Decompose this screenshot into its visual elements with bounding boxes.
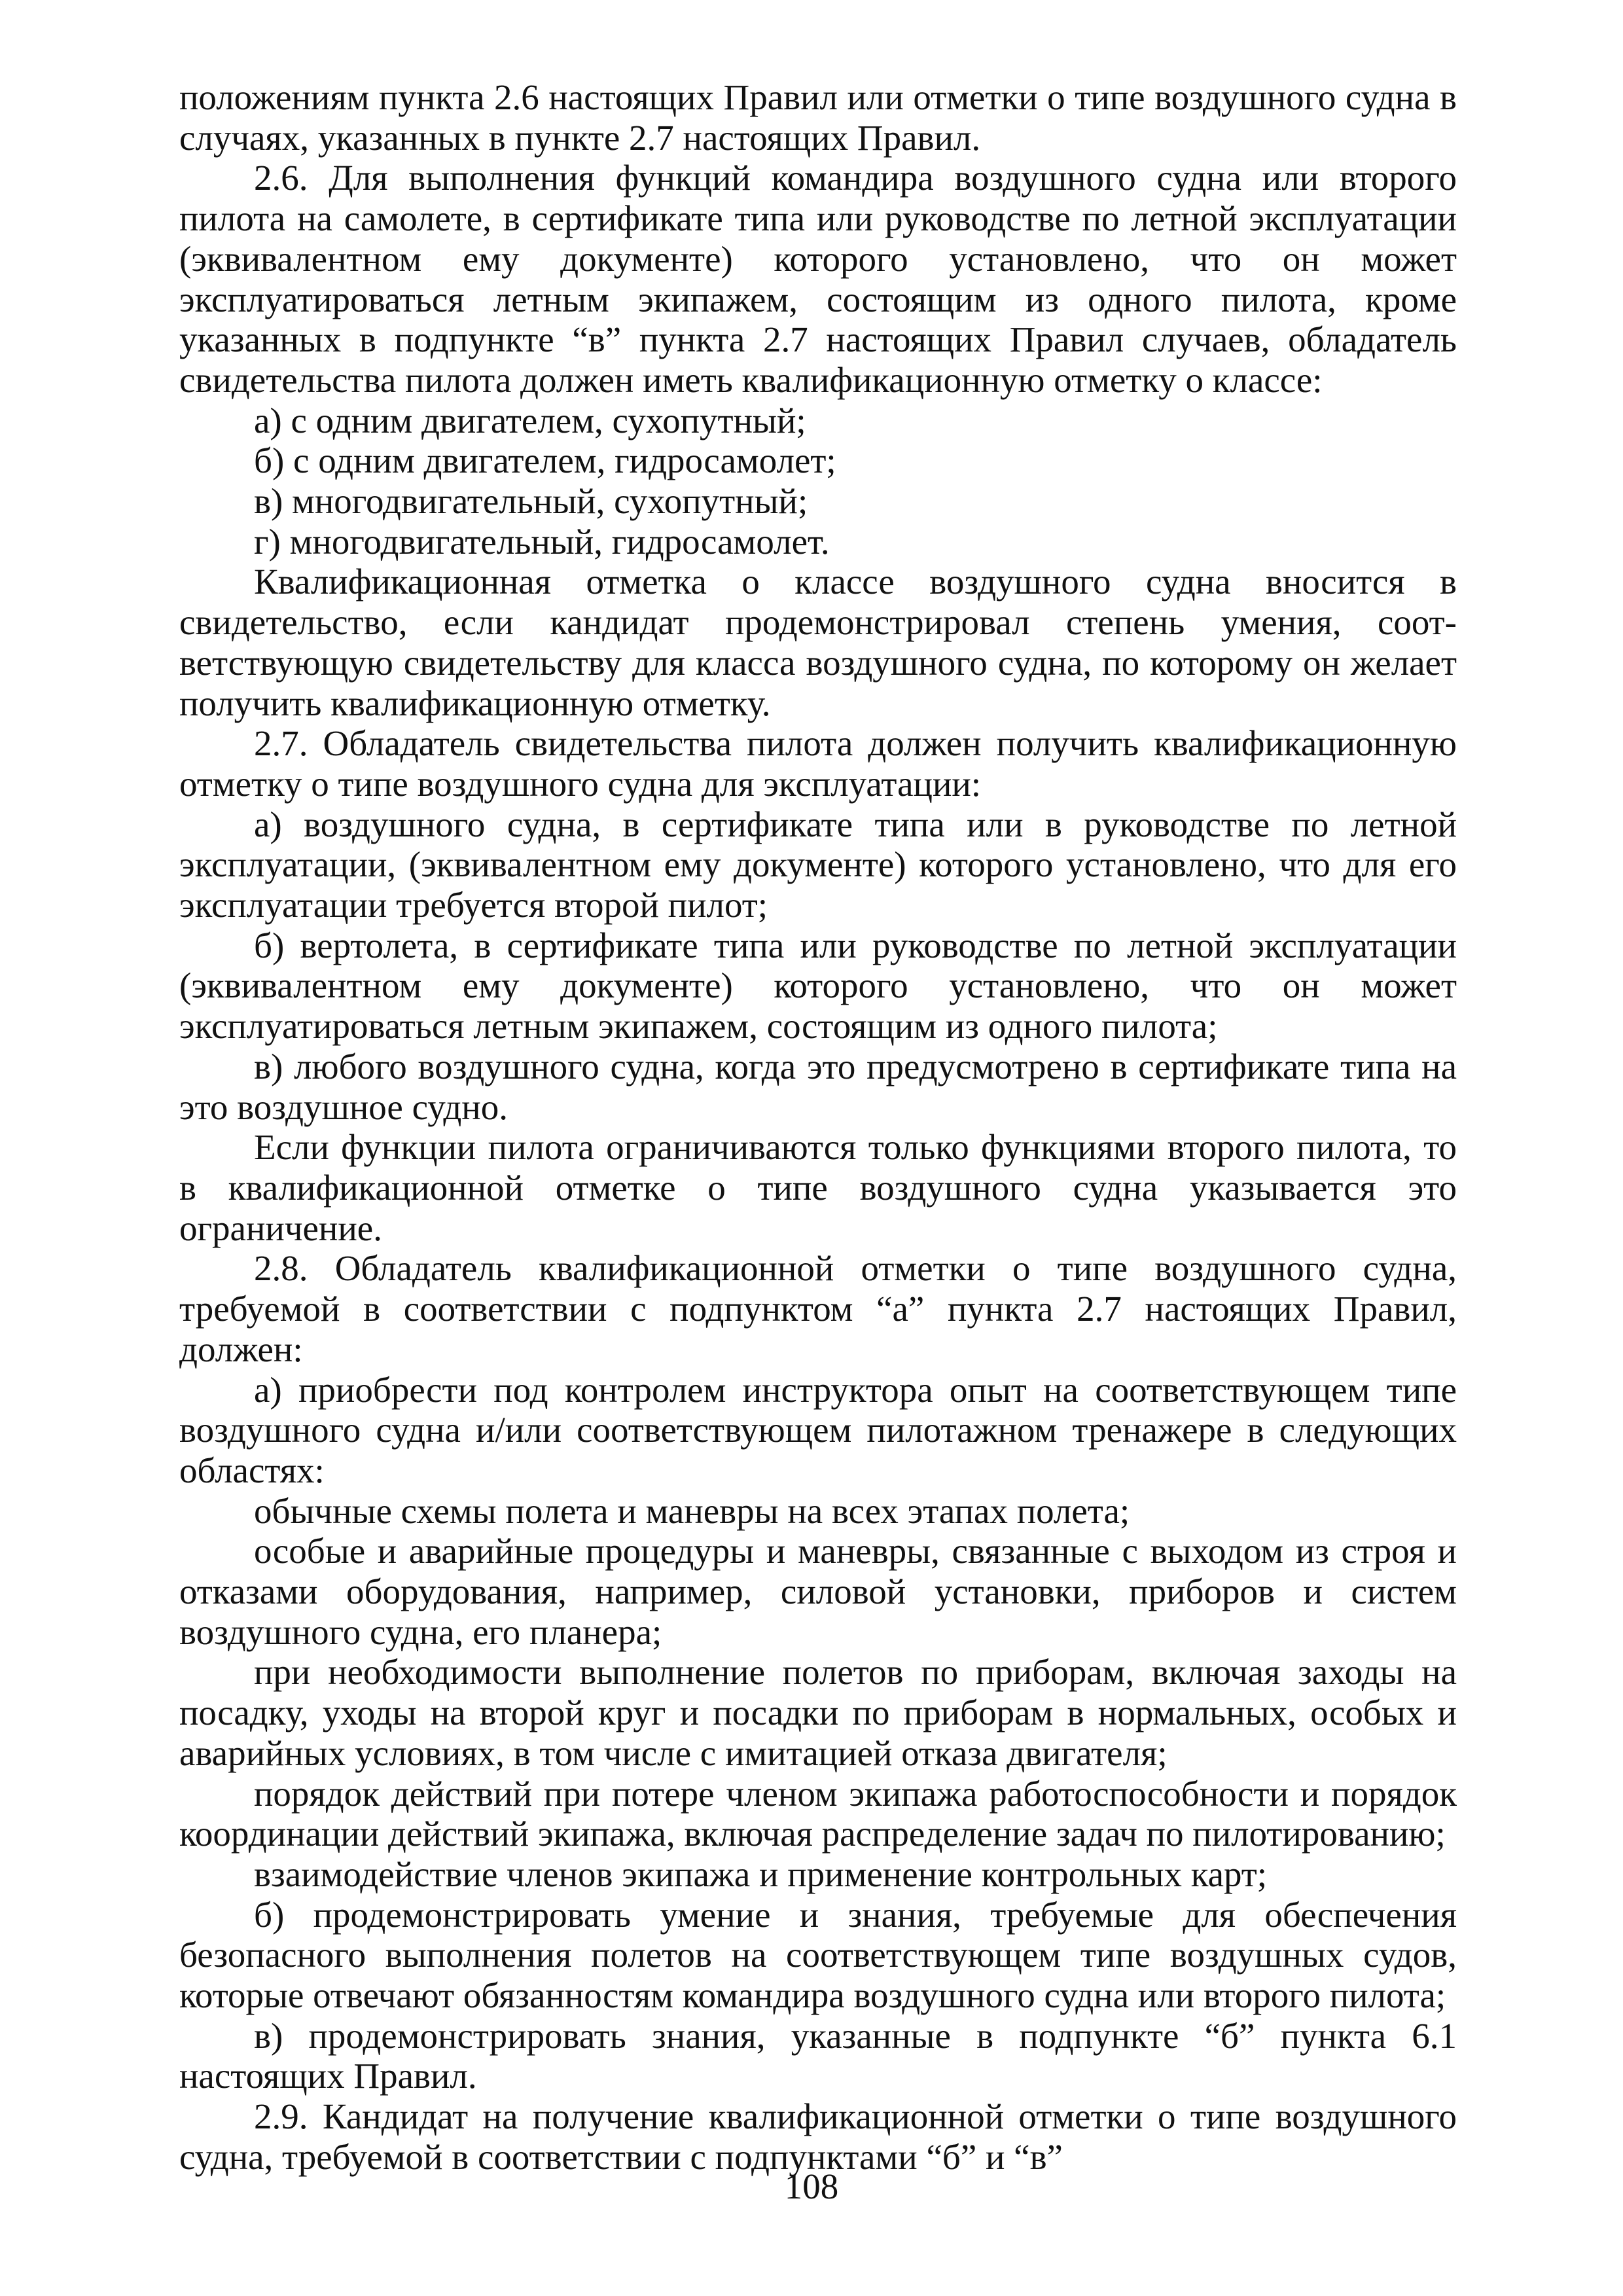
body-text [179, 77, 1457, 2178]
list-item-a: а) с одним двигателем, сухопутный; [254, 400, 806, 440]
list-item-b: б) с одним двигателем, гидросамолет; [254, 440, 836, 481]
paragraph-2-8: 2.8. Обладатель квалификационной отметки о типе воздушного судна, требуемой в соответствии с подпунктом “а” пункта 2.7 настоящих Правил, должен: [179, 1248, 1457, 1369]
list-item-v: в) любого воздушного судна, когда это предусмотрено в сертификате типа на это воздушное судно. [179, 1046, 1457, 1127]
paragraph-continuation: положениям пункта 2.6 настоящих Правил или отметки о типе воздушного судна в случаях, указанных в пункте 2.7 настоящих Правил. [179, 77, 1457, 158]
paragraph-class-rating: Квалификационная отметка о классе воздушного судна вносится в свидетельство, если кандидат продемонстрировал степень умения, соответствующую свидетельству для класса воздушного судна, по которому он желает получить квалификационную отметку. [179, 562, 1457, 723]
training-area-item: порядок действий при потере членом экипажа работоспособности и порядок координации действий экипажа, включая распределение задач по пилотированию; [179, 1773, 1457, 1854]
list-item-a: а) воздушного судна, в сертификате типа или в руководстве по летной эксплуатации, (эквивалентном ему документе) которого установлено, что для его эксплуатации требуется второй пилот; [179, 804, 1457, 925]
list-item-b: б) вертолета, в сертификате типа или руководстве по летной эксплуатации (эквивалентном ему документе) которого установлено, что он может эксплуатироваться летным экипажем, состоящим из одного пилота; [179, 925, 1457, 1047]
training-area-item: особые и аварийные процедуры и маневры, связанные с выходом из строя и отказами оборудования, например, силовой установки, приборов и систем воздушного судна, его планера; [179, 1531, 1457, 1652]
paragraph-2-6: 2.6. Для выполнения функций командира воздушного судна или второго пилота на самолете, в сертификате типа или руководстве по летной эксплуатации (эквивалентном ему документе) которого установлено, что он может эксплуатироваться летным экипажем, состоящим из одного пилота, кроме указанных в подпункте “в” пункта 2.7 настоящих Правил случаев, обладатель свидетельства пилота должен иметь квалификационную отметку о классе: [179, 158, 1457, 400]
paragraph-2-7: 2.7. Обладатель свидетельства пилота должен получить квалификационную отметку о типе воздушного судна для эксплуатации: [179, 723, 1457, 804]
list-item-b: б) продемонстрировать умение и знания, требуемые для обеспечения безопасного выполнения полетов на соответствующем типе воздушных судов, которые отвечают обязанностям командира воздушного судна или второго пилота; [179, 1894, 1457, 2016]
list-item-g: г) многодвигательный, гидросамолет. [254, 521, 830, 562]
training-area-item: обычные схемы полета и маневры на всех этапах полета; [254, 1490, 1130, 1531]
list-item-v: в) многодвигательный, сухопутный; [254, 481, 808, 522]
list-item-v: в) продемонстрировать знания, указанные в подпункте “б” пункта 6.1 настоящих Правил. [179, 2015, 1457, 2096]
page-number: 108 [784, 2166, 839, 2206]
paragraph-2-9: 2.9. Кандидат на получение квалификационной отметки о типе воздушного судна, требуемой в соответствии с подпунктами “б” и “в” [179, 2096, 1457, 2177]
list-item-a: а) приобрести под контролем инструктора опыт на соответствующем типе воздушного судна и/или соответствующем пилотажном тренажере в следующих областях: [179, 1369, 1457, 1490]
training-area-item: при необходимости выполнение полетов по приборам, включая заходы на посадку, уходы на второй круг и посадки по приборам в нормальных, особых и аварийных условиях, в том числе с имитацией отказа двигателя; [179, 1652, 1457, 1773]
paragraph-copilot-limit: Если функции пилота ограничиваются только функциями второго пилота, то в квалификационной отметке о типе воздушного судна указывается это ограничение. [179, 1127, 1457, 1248]
training-area-item: взаимодействие членов экипажа и применение контрольных карт; [254, 1854, 1268, 1894]
